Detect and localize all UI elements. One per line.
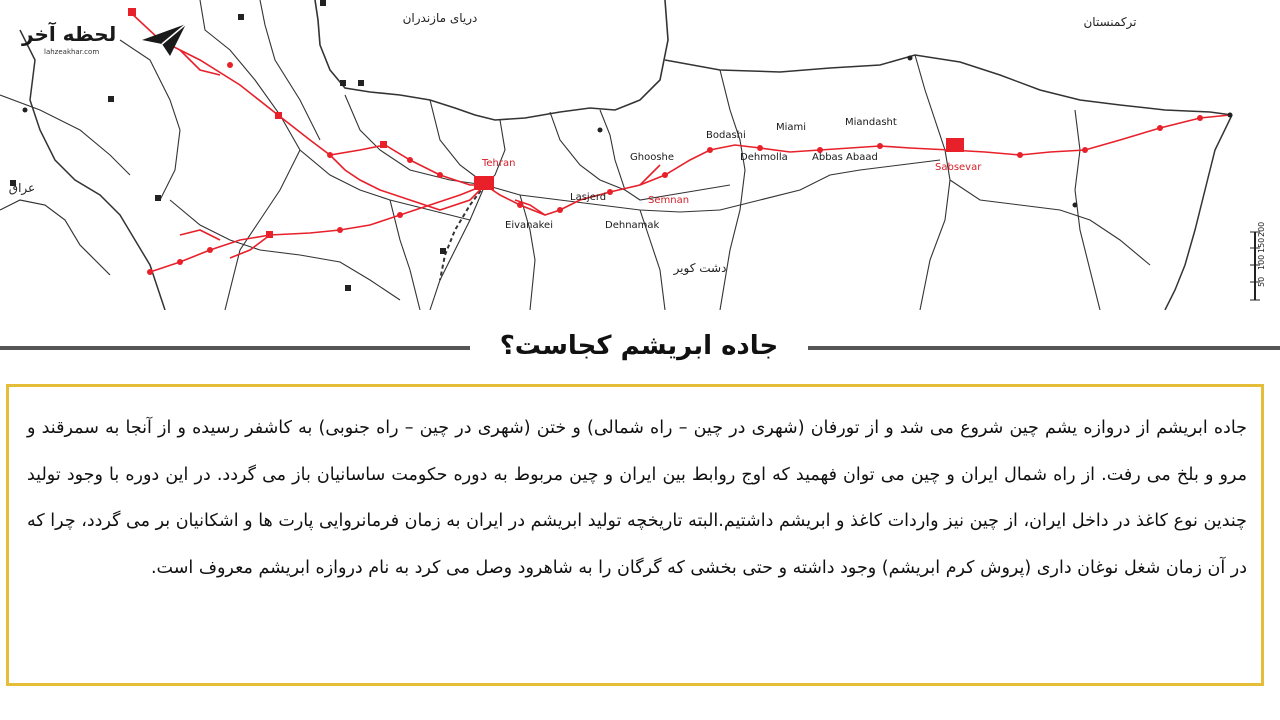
western-border bbox=[20, 30, 165, 310]
dehnamak-label: Dehnamak bbox=[605, 220, 660, 231]
eastern-border bbox=[1165, 115, 1232, 310]
miandasht-label: Miandasht bbox=[845, 117, 897, 128]
ghooshe-label: Ghooshe bbox=[630, 152, 675, 163]
abbas-abaad-label: Abbas Abaad bbox=[812, 152, 878, 163]
scale-tick-200: 200 bbox=[1257, 221, 1266, 237]
eivanakei-label: Eivanakei bbox=[505, 220, 553, 231]
scale-tick-100: 100 bbox=[1257, 254, 1266, 270]
section-heading bbox=[0, 322, 1280, 374]
west-edge-line bbox=[0, 200, 110, 275]
page-title: جاده ابریشم کجاست؟ bbox=[499, 331, 779, 361]
scale-tick-150: 150 bbox=[1257, 237, 1266, 253]
scale-tick-50: 50 bbox=[1257, 276, 1266, 287]
main-city-markers bbox=[128, 8, 964, 238]
caspian-sea-label: دریای مازندران bbox=[402, 11, 478, 25]
article-box bbox=[6, 384, 1264, 686]
kavir-desert-label: دشت کویر bbox=[673, 261, 727, 275]
miami-label: Miami bbox=[776, 122, 807, 133]
dehmolla-label: Dehmolla bbox=[740, 152, 788, 163]
iraq-label: عراق bbox=[8, 181, 36, 195]
heading-rule-right bbox=[808, 346, 1280, 350]
paper-plane-icon bbox=[140, 20, 190, 60]
caspian-coastline bbox=[315, 0, 668, 120]
turkmenistan-label: ترکمنستان bbox=[1083, 15, 1137, 29]
map-scale-bar bbox=[1250, 222, 1266, 300]
site-logo[interactable] bbox=[22, 18, 202, 64]
logo-text: لحظه آخر bbox=[22, 22, 117, 46]
bodashi-label: Bodashi bbox=[706, 130, 746, 141]
tehran-label: Tehran bbox=[482, 158, 516, 169]
sabsevar-label: Sabsevar bbox=[935, 162, 982, 173]
lasjerd-label: Lasjerd bbox=[570, 192, 607, 203]
route-dots bbox=[147, 37, 1203, 275]
northern-border bbox=[665, 55, 1232, 115]
heading-rule-left bbox=[0, 346, 470, 350]
silk-road-map bbox=[0, 0, 1280, 310]
semnan-label: Semnan bbox=[648, 195, 690, 206]
article-paragraph: جاده ابریشم از دروازه یشم چین شروع می شد و از تورفان (شهری در چین – راه شمالی) و ختن (شهری در چین – راه جنوبی) به کاشفر رسیده و از آنجا به سمرقند و مرو و بلخ می رفت. از راه شمال ایران و چین می توان فهمید که اوج روابط بین ایران و چین مربوط به دوره حکومت ساسانیان باز می گردد. در این دوره با وجود تولید چندین نوع کاغذ در داخل ایران، از چین نیز واردات کاغذ و ابریشم داشتیم.البته تاریخچه تولید ابریشم در ایران به زمان فرمانروایی پارت ها و اشکانیان بر می گردد، چرا که در آن زمان شغل نوغان داری (پروش کرم ابریشم) وجود داشته و حتی بخشی که گرگان را به شاهرود وصل می کرد به نام دروازه ابریشم معروف است. bbox=[27, 418, 1247, 578]
logo-subtext: lahzeakhar.com bbox=[44, 48, 100, 56]
